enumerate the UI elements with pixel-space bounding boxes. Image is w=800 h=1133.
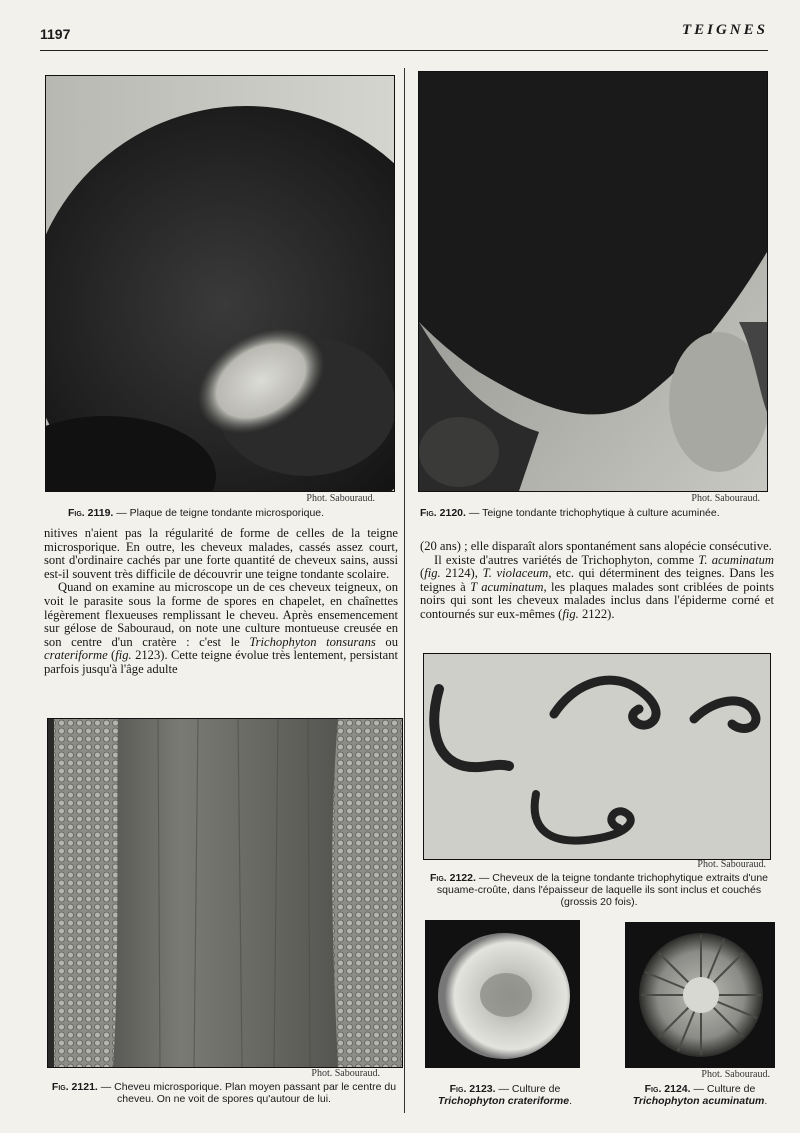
column-rule <box>404 68 405 1113</box>
caption-text: — Plaque de teigne tondante microsporique. <box>113 507 325 519</box>
header-rule <box>40 50 768 51</box>
caption-species: Trichophyton crateriforme <box>437 1095 570 1107</box>
photo-fig-2123 <box>425 920 580 1068</box>
paragraph: nitives n'aient pas la régularité de forme de celles de la teigne microsporique. En outre, les cheveux malades, cassés assez court, sont d'ordinaire cachés par une forte quantité de cheveux sains, aussi est-il souvent très difficile de découvrir une teigne tondante scolaire. <box>44 526 398 581</box>
caption-species: Trichophyton acuminatum <box>632 1095 765 1107</box>
caption-fig-2119 <box>68 507 398 519</box>
photo-fig-2120 <box>418 71 768 492</box>
photo-credit: Phot. Sabouraud. <box>697 859 766 870</box>
caption-text: — Cheveux de la teigne tondante trichophytique extraits d'une squame-croûte, dans l'épaisseur de laquelle ils sont inclus et couchés (grossis 20 fois). <box>436 872 769 908</box>
photo-credit: Phot. Sabouraud. <box>691 493 760 504</box>
caption-fig-2123: Fig. 2123. — Culture de Trichophyton crateriforme. <box>437 1083 572 1107</box>
photo-fig-2122 <box>423 653 771 860</box>
photo-credit: Phot. Sabouraud. <box>311 1068 380 1079</box>
paragraph: Quand on examine au microscope un de ces cheveux teigneux, on voit le parasite sous la forme de spores en chapelet, en chaînettes légèrement flexueuses remplissant le cheveu. Après ensemencement sur gélose de Sabouraud, on note une culture montueuse creusée en son centre d'un cratère : c'est le Trichophyton tonsurans ou crateriforme (fig. 2123). Cette teigne évolue très lentement, persistant parfois jusqu'à l'âge adulte <box>44 580 399 676</box>
caption-fig-2122 <box>424 872 774 908</box>
caption-text: — Teigne tondante trichophytique à culture acuminée. <box>465 507 720 519</box>
page-number: 1197 <box>40 26 71 42</box>
left-column-text <box>44 527 398 677</box>
photo-fig-2121 <box>47 718 403 1068</box>
figure-label: Fig. 2121. <box>51 1081 98 1093</box>
photo-fig-2124 <box>625 922 775 1068</box>
figure-label: Fig. 2120. <box>420 507 466 519</box>
figure-label: Fig. 2119. <box>68 507 114 519</box>
photo-credit: Phot. Sabouraud. <box>306 493 375 504</box>
photo-credit: Phot. Sabouraud. <box>701 1069 770 1080</box>
caption-text: — Culture de <box>690 1083 756 1095</box>
running-head: TEIGNES <box>681 22 768 38</box>
paragraph: Il existe d'autres variétés de Trichophyton, comme T. acuminatum (fig. 2124), T. violaceum, etc. qui déterminent des teignes. Dans les teignes à T acuminatum, les plaques malades sont criblées de points noirs qui sont les cheveux malades inclus dans l'épiderme corné et contournés sur eux-mêmes (fig. 2122). <box>420 552 775 621</box>
caption-text: — Cheveu microsporique. Plan moyen passant par le centre du cheveu. On ne voit de spores qu'autour de lui. <box>97 1081 397 1105</box>
right-column-text <box>420 540 774 622</box>
caption-fig-2121 <box>44 1081 404 1105</box>
figure-label: Fig. 2123. <box>449 1083 496 1095</box>
figure-label: Fig. 2122. <box>429 872 476 884</box>
paragraph: (20 ans) ; elle disparaît alors spontanément sans alopécie consécutive. <box>420 539 772 553</box>
caption-text: — Culture de <box>495 1083 561 1095</box>
caption-fig-2120 <box>420 507 785 519</box>
caption-fig-2124: Fig. 2124. — Culture de Trichophyton acuminatum. <box>632 1083 768 1107</box>
photo-fig-2119 <box>45 75 395 492</box>
figure-label: Fig. 2124. <box>644 1083 691 1095</box>
